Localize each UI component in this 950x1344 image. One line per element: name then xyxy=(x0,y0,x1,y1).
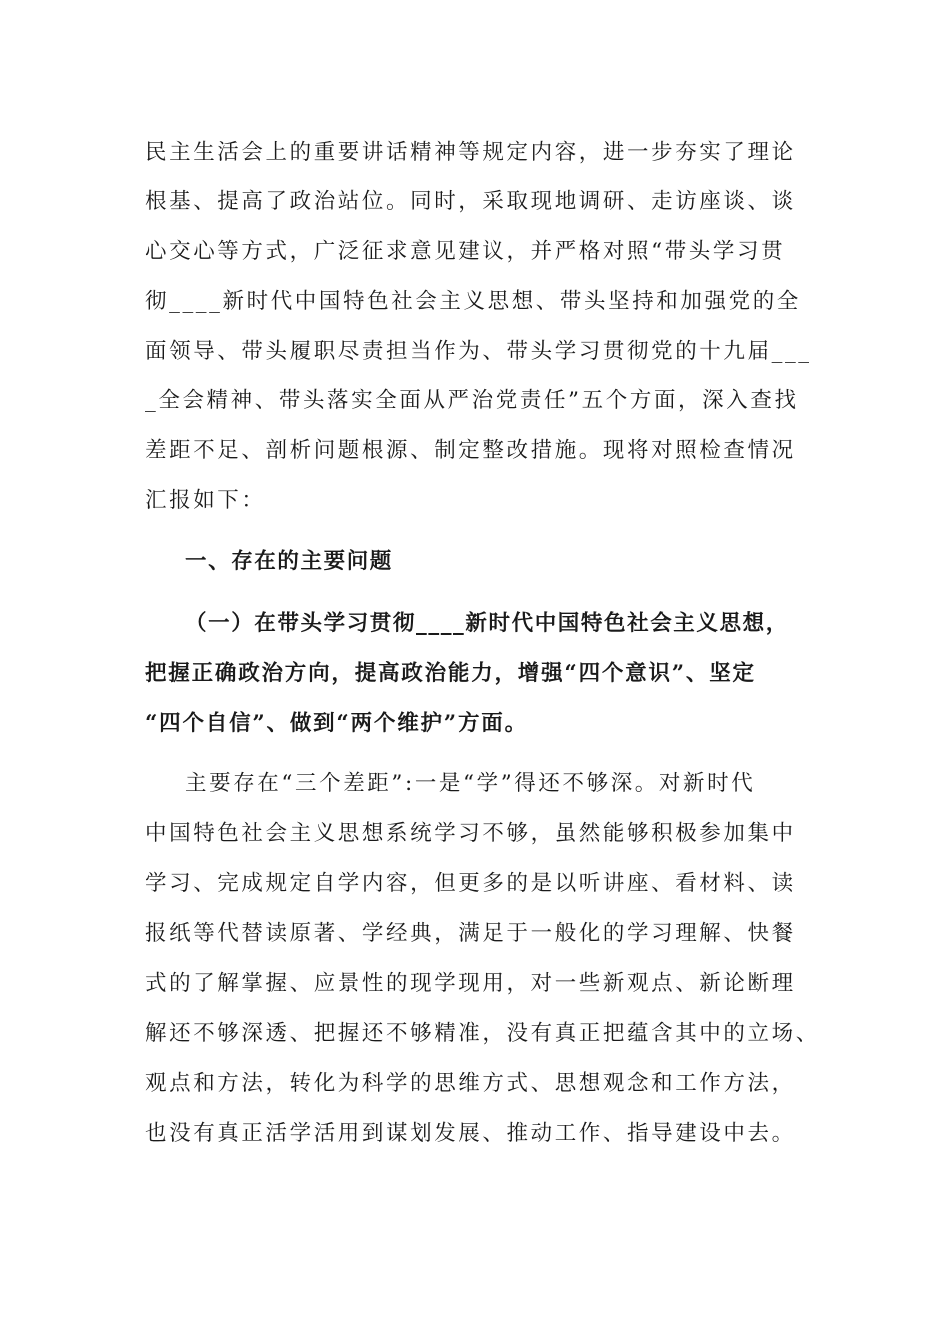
intro-line: 根基、提高了政治站位。同时，采取现地调研、走访座谈、谈 xyxy=(145,189,796,214)
body-line: 解还不够深透、把握还不够精准，没有真正把蕴含其中的立场、 xyxy=(145,1021,820,1046)
body-line: 也没有真正活学活用到谋划发展、推动工作、指导建设中去。 xyxy=(145,1121,796,1146)
body-line: 学习、完成规定自学内容，但更多的是以听讲座、看材料、读 xyxy=(145,871,796,896)
intro-line: 彻____新时代中国特色社会主义思想、带头坚持和加强党的全 xyxy=(145,289,801,314)
subsection-heading-line: 把握正确政治方向，提高政治能力，增强“四个意识”、坚定 xyxy=(145,661,756,686)
subsection-heading-line: “四个自信”、做到“两个维护”方面。 xyxy=(145,711,528,736)
intro-line: _全会精神、带头落实全面从严治党责任”五个方面，深入查找 xyxy=(145,388,799,413)
intro-line: 汇报如下： xyxy=(145,488,266,513)
intro-line: 心交心等方式，广泛征求意见建议，并严格对照“带头学习贯 xyxy=(145,239,786,264)
body-line: 中国特色社会主义思想系统学习不够，虽然能够积极参加集中 xyxy=(145,821,796,846)
body-line: 主要存在“三个差距”:一是“学”得还不够深。对新时代 xyxy=(185,771,756,796)
intro-line: 面领导、带头履职尽责担当作为、带头学习贯彻党的十九届___ xyxy=(145,339,812,364)
intro-line: 民主生活会上的重要讲话精神等规定内容，进一步夯实了理论 xyxy=(145,140,796,165)
section-heading: 一、存在的主要问题 xyxy=(185,549,393,574)
subsection-heading-line: （一）在带头学习贯彻____新时代中国特色社会主义思想， xyxy=(185,611,789,636)
body-line: 观点和方法，转化为科学的思维方式、思想观念和工作方法， xyxy=(145,1071,796,1096)
intro-line: 差距不足、剖析问题根源、制定整改措施。现将对照检查情况 xyxy=(145,438,796,463)
body-line: 报纸等代替读原著、学经典，满足于一般化的学习理解、快餐 xyxy=(145,921,796,946)
body-line: 式的了解掌握、应景性的现学现用，对一些新观点、新论断理 xyxy=(145,971,796,996)
